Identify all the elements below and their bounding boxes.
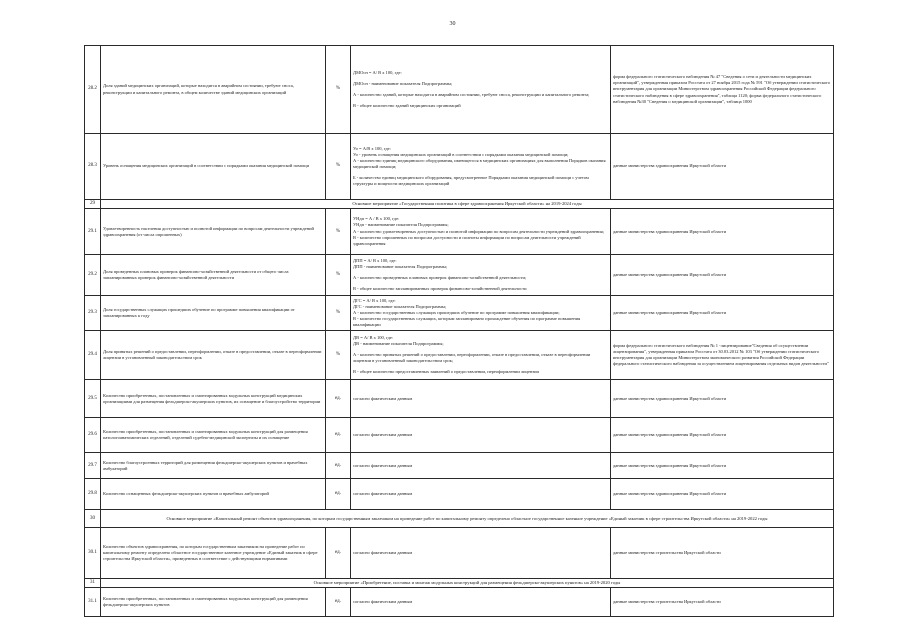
- data-source: данные министерства здравоохранения Иркутской области: [611, 479, 834, 510]
- method-line: А - количество зданий, которые находятся в аварийном состоянии, требуют сноса, реконструкции и капитального ремонта;: [353, 92, 590, 97]
- calculation-method: [351, 331, 611, 380]
- table-row: [85, 255, 834, 296]
- unit-cell: ед.: [326, 528, 351, 579]
- unit-cell: ед.: [326, 418, 351, 453]
- method-line: согласно фактическим данным: [353, 432, 413, 438]
- indicator-name: Количество объектов здравоохранения, по которым государственным заказчиком на проведение работ по капитальному ремонту определено областное государственное казенное учреждение «Единый заказчик в сфере строительства Иркутской области», приведенных в соответствие с действующими нормативами: [101, 528, 326, 579]
- method-line: Уо - уровень оснащения медицинских организаций в соответствии с порядками оказания медицинской помощи;: [353, 151, 569, 157]
- table-row: [85, 380, 834, 418]
- section-title: Основное мероприятие «Капитальный ремонт объектов здравоохранения, по которым государственным заказчиком на проведение работ по капитальному ремонту определено областное государственное казенное учреждение «Единый заказчик в сфере строительства Иркутской области» на 2019-2022 годы: [101, 510, 834, 528]
- data-source: данные министерства здравоохранения Иркутской области: [611, 255, 834, 296]
- method-line: УНдп - наименование показателя Подпрограммы;: [353, 222, 449, 228]
- section-row: [85, 200, 834, 209]
- method-line: ДГС - наименование показателя Подпрограммы;: [353, 303, 447, 309]
- calculation-method: [351, 588, 611, 617]
- calculation-method: [351, 453, 611, 479]
- table-row: [85, 46, 834, 134]
- row-number: 31: [85, 579, 101, 588]
- data-source: данные министерства здравоохранения Иркутской области: [611, 418, 834, 453]
- indicator-name: Доля государственных служащих прошедших обучение по программе повышения квалификации от запланированных к году: [101, 296, 326, 331]
- table-row: [85, 479, 834, 510]
- unit-cell: %: [326, 331, 351, 380]
- method-line: Уо = А/В х 100, где:: [353, 145, 391, 151]
- row-number: 28.2: [85, 46, 101, 134]
- data-source: данные министерства строительства Иркутской области: [611, 588, 834, 617]
- method-line: согласно фактическим данным: [353, 491, 413, 497]
- indicator-name: Доля зданий медицинских организаций, которые находятся в аварийном состоянии, требуют сноса, реконструкции и капитального ремонта, в общем количестве зданий медицинских организаций: [101, 46, 326, 134]
- method-line: согласно фактическим данным: [353, 395, 413, 401]
- row-number: 30.1: [85, 528, 101, 579]
- data-source: данные министерства здравоохранения Иркутской области: [611, 296, 834, 331]
- unit-cell: %: [326, 134, 351, 200]
- method-line: согласно фактическим данным: [353, 550, 413, 556]
- table-row: [85, 528, 834, 579]
- table-row: [85, 331, 834, 380]
- unit-cell: %: [326, 255, 351, 296]
- indicator-name: Уровень оснащения медицинских организаций в соответствии с порядками оказания медицинской помощи: [101, 134, 326, 200]
- data-source: данные министерства здравоохранения Иркутской области: [611, 209, 834, 255]
- table-row: [85, 453, 834, 479]
- method-line: А - количество удовлетворенных доступностью и полнотой информации по вопросам деятельности учреждений здравоохранения;: [353, 228, 604, 234]
- method-line: А - количество проведенных плановых проверок финансово-хозяйственной деятельности;: [353, 275, 527, 281]
- method-line: Б - количество единиц медицинского оборудования, предусмотренное Порядками оказания медицинской помощи с учетом структуры и мощности медицинских организаций: [353, 175, 589, 187]
- unit-cell: ед.: [326, 453, 351, 479]
- unit-cell: ед.: [326, 380, 351, 418]
- method-line: ДМОсн - наименование показателя Подпрограммы;: [353, 80, 453, 86]
- method-line: А - количество государственных служащих прошедших обучение по программе повышения квалификации;: [353, 310, 560, 316]
- unit-cell: %: [326, 296, 351, 331]
- section-title: Основное мероприятие «Государственная политика в сфере здравоохранения Иркутской области» на 2019-2024 годы: [101, 200, 834, 209]
- indicator-name: Удовлетворенность населения доступностью и полнотой информации по вопросам деятельности учреждений здравоохранения (от числа опрошенных): [101, 209, 326, 255]
- method-line: В - общее количество запланированных проверок финансово-хозяйственной деятельности: [353, 286, 527, 292]
- method-line: ДГС = А/ В х 100, где:: [353, 297, 396, 303]
- row-number: 29.8: [85, 479, 101, 510]
- section-title: Основное мероприятие «Приобретение, поставка и монтаж модульных конструкций для размещения фельдшерско-акушерских пунктов» на 2019-2020 годы: [101, 579, 834, 588]
- row-number: 29: [85, 200, 101, 209]
- method-line: В - общее количество зданий медицинских организаций: [353, 103, 461, 109]
- unit-cell: %: [326, 209, 351, 255]
- indicator-name: Количество приобретенных, постановленных и смонтированных модульных конструкций для размещения патологоанатомических отделений, отделений судебно-медицинской экспертизы и их оснащение: [101, 418, 326, 453]
- table-row: [85, 134, 834, 200]
- row-number: 29.3: [85, 296, 101, 331]
- method-line: ДВ = А/ В х 100, где:: [353, 334, 394, 340]
- row-number: 29.4: [85, 331, 101, 380]
- calculation-method: [351, 209, 611, 255]
- calculation-method: [351, 418, 611, 453]
- section-row: [85, 510, 834, 528]
- indicator-name: Количество благоустроенных территорий для размещения фельдшерско-акушерских пунктов и врачебных амбулаторий: [101, 453, 326, 479]
- row-number: 31.1: [85, 588, 101, 617]
- data-source: данные министерства здравоохранения Иркутской области: [611, 134, 834, 200]
- unit-cell: ед.: [326, 588, 351, 617]
- calculation-method: [351, 46, 611, 134]
- data-source: данные министерства здравоохранения Иркутской области: [611, 453, 834, 479]
- row-number: 29.5: [85, 380, 101, 418]
- calculation-method: [351, 380, 611, 418]
- indicator-name: Количество приобретенных, постановленных и смонтированных модульных конструкций медицинских организациями для размещения фельдшерско-акушерских пунктов, их оснащение и благоустройство территории: [101, 380, 326, 418]
- table-row: [85, 296, 834, 331]
- calculation-method: [351, 528, 611, 579]
- data-source: данные министерства строительства Иркутской области: [611, 528, 834, 579]
- method-line: ДПП - наименование показателя Подпрограммы;: [353, 264, 448, 269]
- method-line: В - количество государственных служащих, которым запланировано прохождение обучения по программе повышения квалификации: [353, 316, 581, 328]
- row-number: 29.6: [85, 418, 101, 453]
- row-number: 28.3: [85, 134, 101, 200]
- method-line: ДВ - наименование показателя Подпрограммы;: [353, 340, 444, 346]
- method-line: ДМОсн = А/ В х 100, где:: [353, 69, 402, 75]
- method-line: В - количество опрошенных по вопросам доступности и полноты информации по вопросам деятельности учреждений здравоохранения: [353, 234, 581, 246]
- row-number: 29.7: [85, 453, 101, 479]
- row-number: 29.2: [85, 255, 101, 296]
- indicator-table: [84, 45, 834, 617]
- indicator-name: Количество оснащенных фельдшерско-акушерских пунктов и врачебных амбулаторий: [101, 479, 326, 510]
- table-row: [85, 418, 834, 453]
- method-line: УНдп = А / В х 100, где:: [353, 216, 400, 222]
- indicator-name: Количество приобретенных, постановленных и смонтированных модульных конструкций для размещения фельдшерско-акушерских пунктов: [101, 588, 326, 617]
- indicator-name: Доля проведенных плановых проверок финансово-хозяйственной деятельности от общего числа запланированных проверок финансово-хозяйственной деятельности: [101, 255, 326, 296]
- method-line: А - количество принятых решений о предоставлении, переоформлении, отказе в предоставлении, отказе в переоформлении лицензии в установленный законодательством срок;: [353, 352, 591, 364]
- page-number: 30: [449, 21, 456, 27]
- method-line: ДПП = А/ В х 100, где:: [353, 257, 397, 263]
- calculation-method: [351, 134, 611, 200]
- calculation-method: [351, 296, 611, 331]
- table-row: [85, 209, 834, 255]
- row-number: 29.1: [85, 209, 101, 255]
- calculation-method: [351, 255, 611, 296]
- section-row: [85, 579, 834, 588]
- method-line: согласно фактическим данным: [353, 599, 413, 605]
- unit-cell: %: [326, 46, 351, 134]
- method-line: А - количество единиц медицинского оборудования, имеющегося в медицинских организациях для выполнения Порядков оказания медицинской помощи;: [353, 157, 606, 169]
- data-source: форма федерального статистического наблюдения № 1 -лицензирование"Сведения об осуществлении лицензирования", утвержденная приказом Росстата от 30.03.2012 № 103 "Об утверждении статистического инструментария для организации Министерством экономического развития Российской Федерации федерального статистического наблюдения за осуществлением лицензирования отдельных видов деятельности": [611, 331, 834, 380]
- calculation-method: [351, 479, 611, 510]
- data-source: данные министерства здравоохранения Иркутской области: [611, 380, 834, 418]
- row-number: 30: [85, 510, 101, 528]
- indicator-name: Доля принятых решений о предоставлении, переоформлении, отказе в предоставлении, отказе в переоформлении лицензии в установленный законодательством срок: [101, 331, 326, 380]
- method-line: В - общее количество предоставленных заявлений о предоставлении, переоформлении лицензии: [353, 369, 539, 375]
- unit-cell: ед.: [326, 479, 351, 510]
- data-source: форма федерального статистического наблюдения № 47 "Сведения о сети и деятельности медицинских организаций", утвержденная приказом Росстата от 27 ноября 2015 года № 591 "Об утверждении статистического инструментария для организации Министерством здравоохранения Российской Федерации федерального статистического наблюдения в сфере здравоохранения", таблица 1120; форма федерального статистического наблюдения №30 "Сведения о медицинской организации", таблица 1000: [611, 46, 834, 134]
- table-row: [85, 588, 834, 617]
- method-line: согласно фактическим данным: [353, 462, 413, 468]
